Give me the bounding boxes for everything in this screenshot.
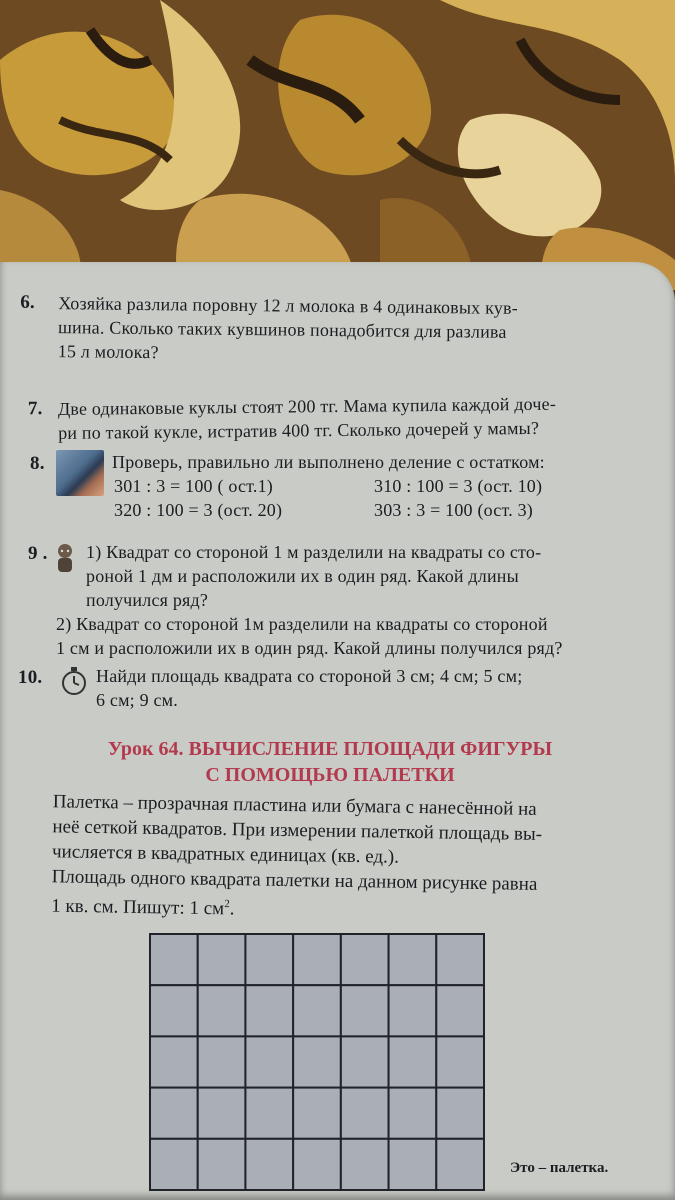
task-line: 15 л молока?: [57, 341, 159, 363]
task-number: 7.: [27, 398, 43, 420]
task-line: Две одинаковые куклы стоят 200 тг. Мама купила каждой доче-: [57, 393, 557, 419]
paragraph-line: неё сеткой квадратов. При измерении палеткой площадь вы-: [52, 816, 543, 845]
palette-cell: [245, 934, 293, 985]
lesson-title: [60, 736, 600, 788]
task-text: [96, 664, 648, 712]
palette-cell: [389, 985, 437, 1036]
superscript: 2: [224, 897, 230, 911]
division-example: 320 : 100 = 3 (ост. 20): [114, 500, 283, 520]
lesson-title-line: С ПОМОЩЬЮ ПАЛЕТКИ: [205, 764, 455, 786]
palette-cell: [389, 934, 437, 985]
palette-cell: [293, 985, 341, 1036]
palette-cell: [436, 934, 484, 985]
task-line: шина. Сколько таких кувшинов понадобится для разлива: [57, 317, 507, 342]
task-line: Найди площадь квадрата со стороной 3 см; 4 см; 5 см;: [96, 666, 523, 686]
paragraph-line: Площадь одного квадрата палетки на данном рисунке равна: [51, 866, 538, 895]
palette-cell: [341, 1088, 389, 1139]
palette-cell: [245, 1139, 293, 1190]
task-intro: Проверь, правильно ли выполнено деление с остатком:: [112, 452, 545, 472]
palette-cell: [245, 1036, 293, 1087]
palette-cell: [198, 985, 246, 1036]
task-line: 2) Квадрат со стороной 1м разделили на квадраты со стороной: [56, 614, 548, 634]
task-line: роной 1 дм и расположили их в один ряд. Какой длины: [86, 566, 519, 586]
task-text: [58, 291, 646, 369]
palette-cell: [293, 934, 341, 985]
palette-caption: Это – палетка.: [510, 1160, 609, 1176]
task-line: ри по такой кукле, истратив 400 тг. Сколько дочерей у мамы?: [58, 417, 540, 443]
illustration-image: [56, 450, 104, 496]
task-6: [20, 291, 646, 370]
task-number: 6.: [20, 291, 36, 313]
palette-cell: [436, 1088, 484, 1139]
task-number: 10.: [18, 667, 43, 688]
palette-cell: [150, 1139, 198, 1190]
palette-cell: [245, 1088, 293, 1139]
palette-cell: [198, 1036, 246, 1087]
task-7: [28, 391, 648, 445]
task-line: Хозяйка разлила поровну 12 л молока в 4 одинаковых кув-: [58, 293, 519, 318]
palette-cell: [341, 985, 389, 1036]
task-line: 1 см и расположили их в один ряд. Какой длины получился ряд?: [56, 638, 563, 658]
thinking-child-icon: [54, 542, 76, 576]
palette-cell: [293, 1088, 341, 1139]
palette-grid: [148, 932, 486, 1192]
task-line: получился ряд?: [86, 590, 209, 610]
palette-grid-svg: [148, 932, 486, 1192]
palette-cell: [198, 1088, 246, 1139]
task-text: [86, 540, 648, 612]
paragraph-line: числяется в квадратных единицах (кв. ед.).: [51, 841, 400, 868]
lesson-title-line: Урок 64. ВЫЧИСЛЕНИЕ ПЛОЩАДИ ФИГУРЫ: [107, 738, 553, 760]
palette-cell: [341, 1139, 389, 1190]
palette-cell: [389, 1139, 437, 1190]
textbook-page: [0, 262, 675, 1200]
stopwatch-icon: [60, 666, 88, 696]
task-9: [28, 540, 648, 660]
paragraph-text: .: [229, 898, 235, 920]
definition-paragraph: [51, 789, 653, 928]
division-example: 303 : 3 = 100 (ост. 3): [374, 500, 533, 520]
palette-cell: [150, 1088, 198, 1139]
palette-cell: [293, 1139, 341, 1190]
paragraph-line: Палетка – прозрачная пластина или бумага с нанесённой на: [52, 791, 537, 820]
palette-cell: [245, 985, 293, 1036]
task-10: [18, 664, 648, 712]
palette-cell: [150, 1036, 198, 1087]
palette-cell: [150, 985, 198, 1036]
paragraph-text: 1 кв. см. Пишут: 1 см: [51, 895, 225, 920]
task-line: 1) Квадрат со стороной 1 м разделили на квадраты со сто-: [86, 542, 542, 562]
division-examples: [114, 474, 650, 522]
palette-cell: [389, 1088, 437, 1139]
task-number: 9 .: [28, 543, 48, 564]
palette-cell: [436, 1139, 484, 1190]
palette-cell: [198, 934, 246, 985]
division-example: 310 : 100 = 3 (ост. 10): [374, 476, 543, 496]
palette-cell: [341, 1036, 389, 1087]
task-text: [56, 612, 648, 660]
palette-cell: [389, 1036, 437, 1087]
palette-cell: [341, 934, 389, 985]
division-example: 301 : 3 = 100 ( ост.1): [114, 476, 273, 496]
palette-cell: [436, 1036, 484, 1087]
palette-cell: [436, 985, 484, 1036]
palette-cell: [293, 1036, 341, 1087]
palette-cell: [198, 1139, 246, 1190]
palette-cell: [150, 934, 198, 985]
task-8: [30, 450, 650, 522]
task-line: 6 см; 9 см.: [96, 690, 178, 710]
task-text: [58, 391, 648, 445]
task-number: 8.: [30, 453, 45, 474]
carpet-background: [0, 0, 675, 290]
